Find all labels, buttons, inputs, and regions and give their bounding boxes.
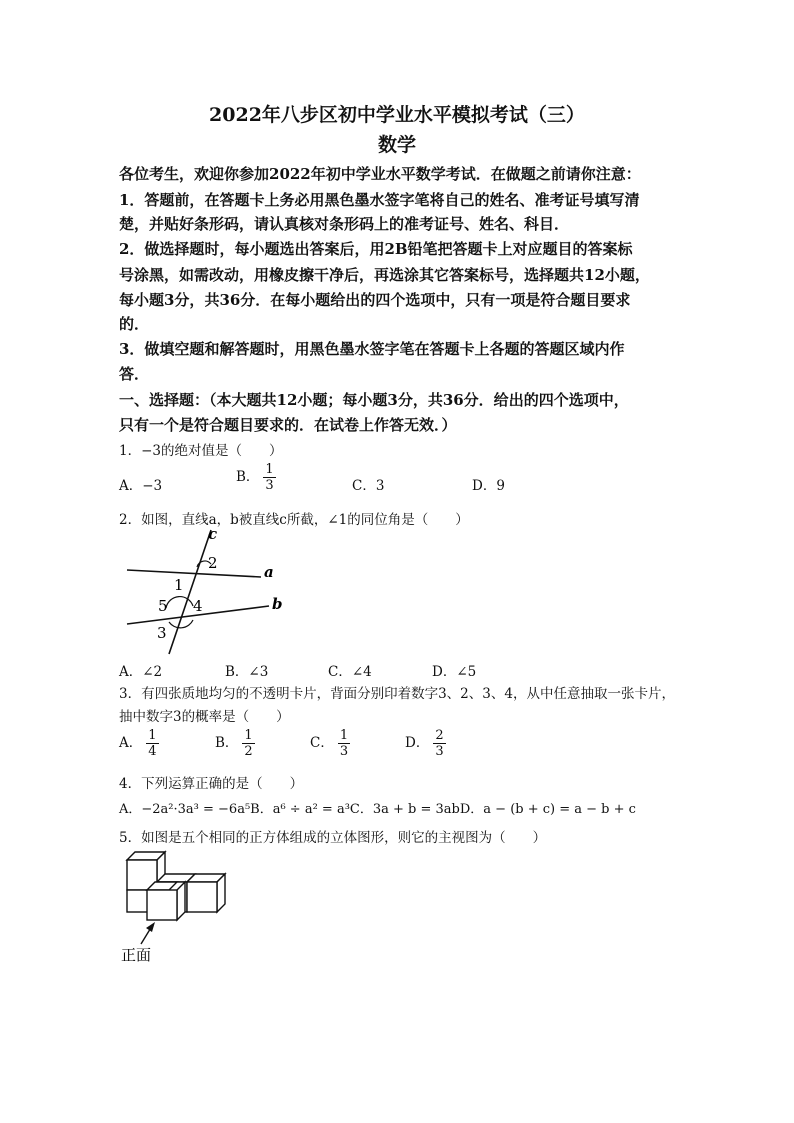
- angle-arc: [166, 597, 193, 608]
- instruction-line: 1．答题前，在答题卡上务必用黑色墨水签字笔将自己的姓名、准考证号填写清: [119, 191, 640, 209]
- q3-option-a: [119, 728, 159, 759]
- q1-option-c: C．3: [352, 478, 385, 494]
- question-3-stem: 3．有四张质地均匀的不透明卡片，背面分别印着数字3、2、3、4，从中任意抽取一张卡片，: [119, 686, 675, 702]
- q2-option-b: B．∠3: [225, 664, 269, 680]
- angle-label-4: 4: [193, 597, 203, 615]
- transversal-diagram: [119, 526, 299, 658]
- question-1-stem: 1．−3的绝对值是（ ）: [119, 443, 283, 459]
- cube-face: [187, 882, 217, 912]
- question-4-stem: 4．下列运算正确的是（ ）: [119, 776, 304, 792]
- q3-option-c: [310, 728, 350, 759]
- fraction-denominator: 4: [148, 744, 157, 759]
- section-heading: 只有一个是符合题目要求的．在试卷上作答无效．）: [119, 416, 457, 434]
- q1-option-a: A．−3: [119, 478, 163, 494]
- angle-label-2: 2: [208, 554, 218, 572]
- subject-title: 数学: [377, 134, 416, 156]
- option-prefix: D．: [405, 735, 430, 751]
- section-heading: 一、选择题：（本大题共12小题；每小题3分，共36分．给出的四个选项中，: [119, 391, 629, 409]
- angle-label-3: 3: [157, 624, 167, 642]
- fraction: [338, 728, 350, 759]
- fraction-denominator: 3: [339, 744, 349, 759]
- q1-option-b: [236, 462, 276, 493]
- angle-label-5: 5: [158, 597, 168, 615]
- q3-option-b: [215, 728, 255, 759]
- label-c: c: [208, 526, 218, 543]
- line-a: [127, 570, 261, 577]
- cube-solid-figure: [119, 846, 229, 971]
- cube-face: [147, 890, 177, 920]
- fraction-numerator: 1: [265, 462, 274, 477]
- fraction-denominator: 3: [265, 478, 274, 493]
- option-prefix: B．: [215, 735, 239, 751]
- fraction-denominator: 3: [435, 744, 444, 759]
- arrow-head-icon: [146, 922, 155, 932]
- instruction-line: 的．: [119, 315, 150, 333]
- angle-label-1: 1: [174, 576, 184, 594]
- instruction-line: 2．做选择题时，每小题选出答案后，用2B铅笔把答题卡上对应题目的答案标: [119, 240, 633, 258]
- fraction-numerator: 2: [435, 728, 444, 743]
- fraction: [433, 728, 445, 759]
- instruction-line: 号涂黑，如需改动，用橡皮擦干净后，再选涂其它答案标号，选择题共12小题，: [119, 266, 650, 284]
- fraction-numerator: 1: [244, 728, 253, 743]
- q3-option-d: [405, 728, 446, 759]
- fraction-numerator: 1: [148, 728, 157, 743]
- q1-option-d: D．9: [472, 478, 505, 494]
- instruction-line: 3．做填空题和解答题时，用黑色墨水签字笔在答题卡上各题的答题区域内作: [119, 340, 625, 358]
- instruction-line: 楚，并贴好条形码，请认真核对条形码上的准考证号、姓名、科目．: [119, 215, 570, 233]
- q2-option-a: A．∠2: [119, 664, 163, 680]
- question-2-stem: 2．如图，直线a，b被直线c所截，∠1的同位角是（ ）: [119, 512, 469, 528]
- fraction: [263, 462, 275, 493]
- q2-option-c: C．∠4: [328, 664, 372, 680]
- option-prefix: A．: [119, 735, 143, 751]
- exam-title: 2022年八步区初中学业水平模拟考试（三）: [209, 104, 585, 126]
- fraction: [242, 728, 254, 759]
- instruction-line: 答．: [119, 365, 150, 383]
- fraction-numerator: 1: [339, 728, 349, 743]
- fraction-denominator: 2: [244, 744, 253, 759]
- q2-option-d: D．∠5: [432, 664, 477, 680]
- label-b: b: [272, 595, 283, 613]
- instruction-line: 各位考生，欢迎你参加2022年初中学业水平数学考试．在做题之前请你注意：: [119, 165, 641, 183]
- front-label: 正面: [121, 946, 152, 964]
- angle-arc: [169, 620, 193, 628]
- option-prefix: B．: [236, 469, 260, 485]
- question-5-stem: 5．如图是五个相同的正方体组成的立体图形，则它的主视图为（ ）: [119, 830, 547, 846]
- label-a: a: [264, 563, 274, 581]
- q4-options: A．−2a²·3a³ = −6a⁵B．a⁶ ÷ a² = a³C．3a + b = 3abD．a − (b + c) = a − b + c: [119, 802, 636, 817]
- question-3-stem: 抽中数字3的概率是（ ）: [119, 709, 290, 725]
- instruction-line: 每小题3分，共36分．在每小题给出的四个选项中，只有一项是符合题目要求: [119, 291, 631, 309]
- option-prefix: C．: [310, 735, 334, 751]
- fraction: [146, 728, 158, 759]
